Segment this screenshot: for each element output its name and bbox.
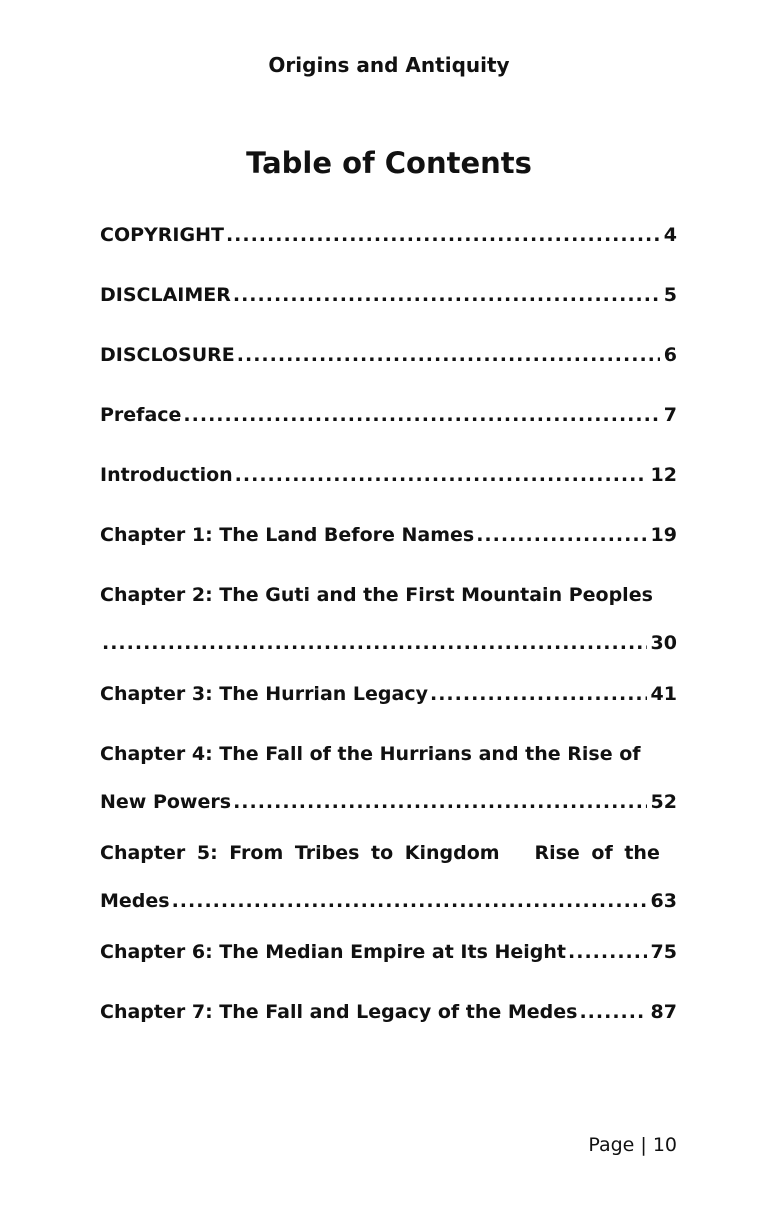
toc-entry-page: 5 [663,284,677,306]
toc-entry-page: 4 [663,224,677,246]
toc-entry-title-line1: Chapter 4: The Fall of the Hurrians and the Rise of [100,743,641,765]
dot-leader [237,340,660,370]
toc-entry-title-line2: Medes [100,890,170,912]
dot-leader [233,280,660,310]
toc-entry-title: Preface [100,404,182,426]
toc-entry-chapter-7[interactable] [100,997,677,1027]
page-number: Page | 10 [588,1134,677,1156]
toc-entry-page: 52 [650,791,677,813]
toc-entry-title: Chapter 3: The Hurrian Legacy [100,683,428,705]
toc-entry-copyright[interactable] [100,220,677,250]
toc-entry-page: 12 [650,464,677,486]
toc-title: Table of Contents [246,146,532,180]
toc-entry-page: 30 [650,632,677,654]
running-header: Origins and Antiquity [268,53,510,77]
dot-leader [233,778,646,826]
toc-entry-title: Chapter 7: The Fall and Legacy of the Medes [100,1001,578,1023]
dot-leader [102,619,647,667]
toc-entry-title: Chapter 6: The Median Empire at Its Height [100,941,567,963]
toc-entry-page: 87 [650,1001,677,1023]
toc-entry-page: 41 [650,683,677,705]
toc-entry-disclosure[interactable] [100,340,677,370]
toc-entry-title: DISCLAIMER [100,284,231,306]
toc-entry-page: 75 [650,941,677,963]
dot-leader [579,997,646,1027]
dot-leader [430,679,647,709]
dot-leader [226,220,660,250]
dot-leader [568,937,647,967]
table-of-contents [100,220,677,1057]
dot-leader [172,877,647,925]
toc-entry-page: 7 [663,404,677,426]
toc-entry-title-line1: Chapter 2: The Guti and the First Mountain Peoples [100,584,653,606]
toc-entry-page: 63 [650,890,677,912]
toc-entry-chapter-1[interactable] [100,520,677,550]
toc-entry-title: Introduction [100,464,233,486]
toc-entry-disclaimer[interactable] [100,280,677,310]
toc-entry-chapter-3[interactable] [100,679,677,709]
toc-entry-introduction[interactable] [100,460,677,490]
toc-entry-chapter-5[interactable] [100,829,677,925]
toc-entry-title: COPYRIGHT [100,224,224,246]
toc-entry-page: 6 [663,344,677,366]
dot-leader [235,460,647,490]
toc-entry-title-line2: New Powers [100,791,232,813]
toc-entry-page: 19 [650,524,677,546]
toc-entry-title: Chapter 1: The Land Before Names [100,524,475,546]
toc-entry-chapter-4[interactable] [100,730,677,826]
toc-entry-title-line1: Chapter 5: From Tribes to Kingdom Rise of the [100,842,660,864]
dot-leader [183,400,659,430]
toc-entry-chapter-2[interactable] [100,571,677,667]
dot-leader [476,520,646,550]
toc-entry-title: DISCLOSURE [100,344,235,366]
toc-entry-chapter-6[interactable] [100,937,677,967]
toc-entry-preface[interactable] [100,400,677,430]
